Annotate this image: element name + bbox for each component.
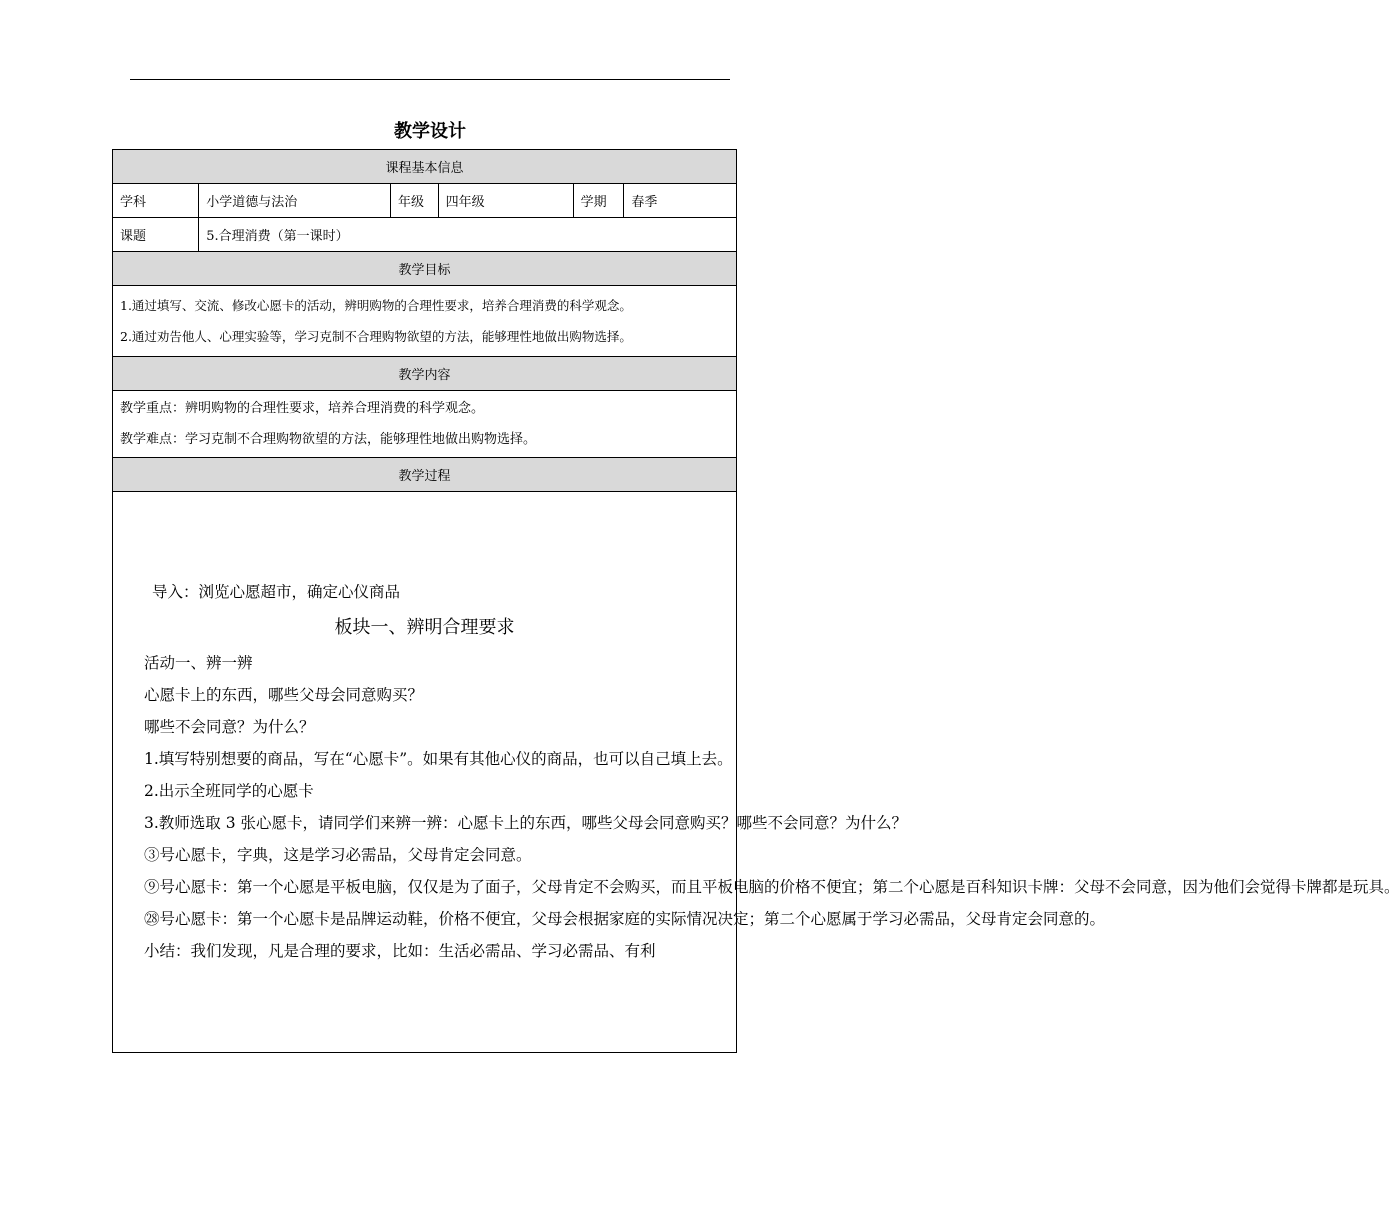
content-cell (113, 391, 737, 458)
difficult-point: 教学难点：学习克制不合理购物欲望的方法，能够理性地做出购物选择。 (120, 432, 537, 447)
term-label: 学期 (573, 184, 624, 218)
grade-label: 年级 (390, 184, 438, 218)
wish-card-28: ㉘号心愿卡：第一个心愿卡是品牌运动鞋，价格不便宜，父母会根据家庭的实际情况决定；第二个心愿属于学习必需品，父母肯定会同意的。 (144, 910, 1106, 928)
activity-title: 活动一、辨一辨 (144, 654, 253, 672)
goal-item: 2.通过劝告他人、心理实验等，学习克制不合理购物欲望的方法，能够理性地做出购物选择。 (120, 329, 632, 344)
step-3: 3.教师选取 3 张心愿卡，请同学们来辨一辨：心愿卡上的东西，哪些父母会同意购买？哪些不会同意？为什么？ (144, 814, 908, 832)
goals-cell (113, 286, 737, 357)
content-row (113, 391, 737, 458)
topic-label: 课题 (113, 218, 199, 252)
key-point: 教学重点：辨明购物的合理性要求，培养合理消费的科学观念。 (120, 401, 485, 416)
process-header-row (113, 458, 737, 492)
goals-row (113, 286, 737, 357)
subject-row (113, 184, 737, 218)
step-1: 1.填写特别想要的商品，写在“心愿卡”。如果有其他心仪的商品，也可以自己填上去。 (144, 750, 733, 768)
block-title: 板块一、辨明合理要求 (334, 617, 515, 638)
content-header: 教学内容 (113, 357, 737, 391)
intro-text: 导入：浏览心愿超市，确定心仪商品 (152, 583, 401, 601)
wish-card-9: ⑨号心愿卡：第一个心愿是平板电脑，仅仅是为了面子，父母肯定不会购买，而且平板电脑的价格不便宜；第二个心愿是百科知识卡牌：父母不会同意，因为他们会觉得卡牌都是玩具。 (144, 878, 1400, 896)
goals-header: 教学目标 (113, 252, 737, 286)
lesson-plan-table (112, 149, 1400, 1053)
question-1: 心愿卡上的东西，哪些父母会同意购买？ (144, 686, 424, 704)
topic-value: 5.合理消费（第一课时） (199, 218, 737, 252)
topic-row (113, 218, 737, 252)
question-2: 哪些不会同意？为什么？ (144, 718, 315, 736)
goal-item: 1.通过填写、交流、修改心愿卡的活动，辨明购物的合理性要求，培养合理消费的科学观念。 (120, 298, 632, 313)
grade-value: 四年级 (438, 184, 573, 218)
process-header: 教学过程 (113, 458, 737, 492)
subject-label: 学科 (113, 184, 199, 218)
subject-value: 小学道德与法治 (199, 184, 391, 218)
process-cell (113, 492, 1400, 1053)
step-2: 2.出示全班同学的心愿卡 (144, 782, 314, 800)
wish-card-3: ③号心愿卡，字典，这是学习必需品，父母肯定会同意。 (144, 846, 532, 864)
summary-text: 小结：我们发现，凡是合理的要求，比如：生活必需品、学习必需品、有利 (144, 942, 656, 960)
header-rule (130, 79, 730, 80)
term-value: 春季 (624, 184, 737, 218)
goals-header-row (113, 252, 737, 286)
content-header-row (113, 357, 737, 391)
process-row (113, 492, 737, 1053)
basic-info-header-row (113, 150, 737, 184)
document-title: 教学设计 (394, 121, 466, 142)
basic-info-header: 课程基本信息 (113, 150, 737, 184)
